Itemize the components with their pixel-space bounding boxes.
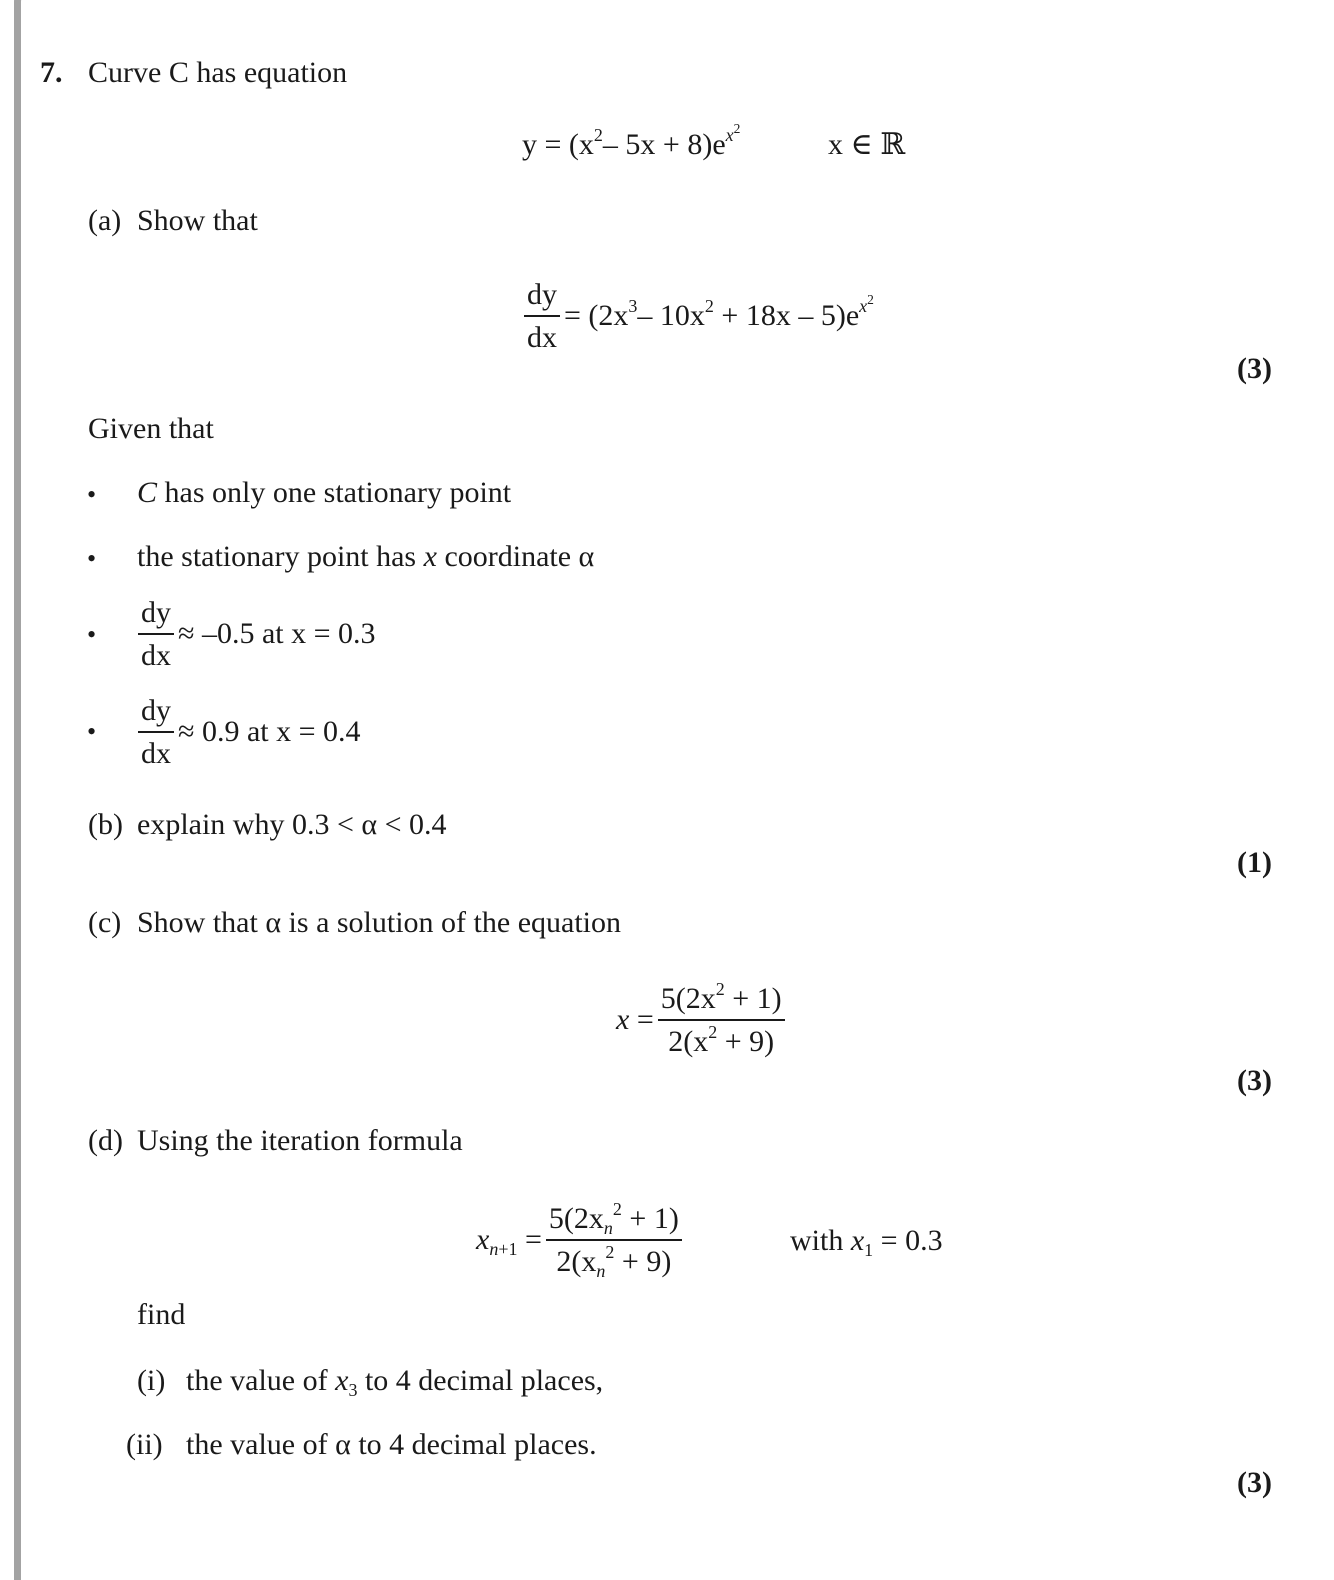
curve-domain: x ∈ ℝ: [828, 128, 906, 161]
bullet-1-dot: •: [87, 480, 97, 509]
iteration-fraction: $\frac{5(2x_n^2 + 1)}{2(x_n^2 + 9)}$: [546, 1202, 682, 1278]
curve-lhs: y = (x: [522, 128, 594, 161]
part-b-text: explain why 0.3 < α < 0.4: [137, 808, 447, 841]
part-c-label: (c): [88, 906, 122, 939]
bullet-3-dot: •: [87, 620, 97, 649]
part-a-marks: (3): [1237, 352, 1272, 385]
curve-equation: $y = (x^2-$ $5x + 8)e^{x^2}$: [522, 121, 741, 161]
find-text: find: [137, 1298, 186, 1331]
question-intro: [88, 58, 347, 88]
sub-i-label: (i): [137, 1364, 166, 1397]
part-d-marks: (3): [1237, 1466, 1272, 1499]
initial-value: with $x_1 = 0.3$: [790, 1224, 943, 1261]
bullet-2-dot: •: [87, 544, 97, 573]
part-d-label: (d): [88, 1124, 123, 1157]
part-c-marks: (3): [1237, 1064, 1272, 1097]
intro-text: Curve C has equation: [88, 56, 348, 89]
sub-i-text: the value of $x_3$ to 4 decimal places,: [186, 1364, 604, 1401]
bullet-1: C has only one stationary point: [137, 476, 512, 509]
bullet-4-fraction: $\frac{dy}{dx}$: [138, 694, 174, 770]
curve-mid: – 5x + 8)e: [602, 128, 726, 161]
part-c-text: Show that α is a solution of the equation: [137, 906, 621, 939]
part-d-text: Using the iteration formula: [137, 1124, 463, 1157]
part-b-label: (b): [88, 808, 123, 841]
sub-ii-text: the value of α to 4 decimal places.: [186, 1428, 597, 1461]
part-b-marks: (1): [1237, 846, 1272, 879]
bullet-3: $\frac{dy}{dx}$ ≈ –0.5 at x = 0.3: [134, 596, 376, 672]
bullet-2: the stationary point has x coordinate α: [137, 540, 595, 573]
sub-ii-label: (ii): [126, 1428, 163, 1461]
iteration-formula: $x_{n+1}$ = $\frac{5(2x_n^2 + 1)}{2(x_n^2 + 9)}$: [476, 1202, 686, 1278]
part-c-fraction: $\frac{5(2x^2 + 1)}{2(x^2 + 9)}$: [658, 982, 785, 1058]
part-c-equation: x = $\frac{5(2x^2 + 1)}{2(x^2 + 9)}$: [616, 982, 789, 1058]
page-border: [14, 0, 1334, 1580]
bullet-3-fraction: $\frac{dy}{dx}$: [138, 596, 174, 672]
given-that: Given that: [88, 412, 214, 445]
dy-dx-fraction: $\frac{dy}{dx}$: [524, 278, 560, 354]
bullet-4-dot: •: [87, 717, 97, 746]
question-number: 7.: [40, 56, 63, 89]
derivative-equation: $\frac{dy}{dx}$ = ($2x^3-$ $10x^2 + 18x - 5)e^{x^2}$: [520, 278, 874, 354]
part-a-label: (a): [88, 204, 122, 237]
part-a-text: Show that: [137, 204, 258, 237]
bullet-4: $\frac{dy}{dx}$ ≈ 0.9 at x = 0.4: [134, 694, 361, 770]
